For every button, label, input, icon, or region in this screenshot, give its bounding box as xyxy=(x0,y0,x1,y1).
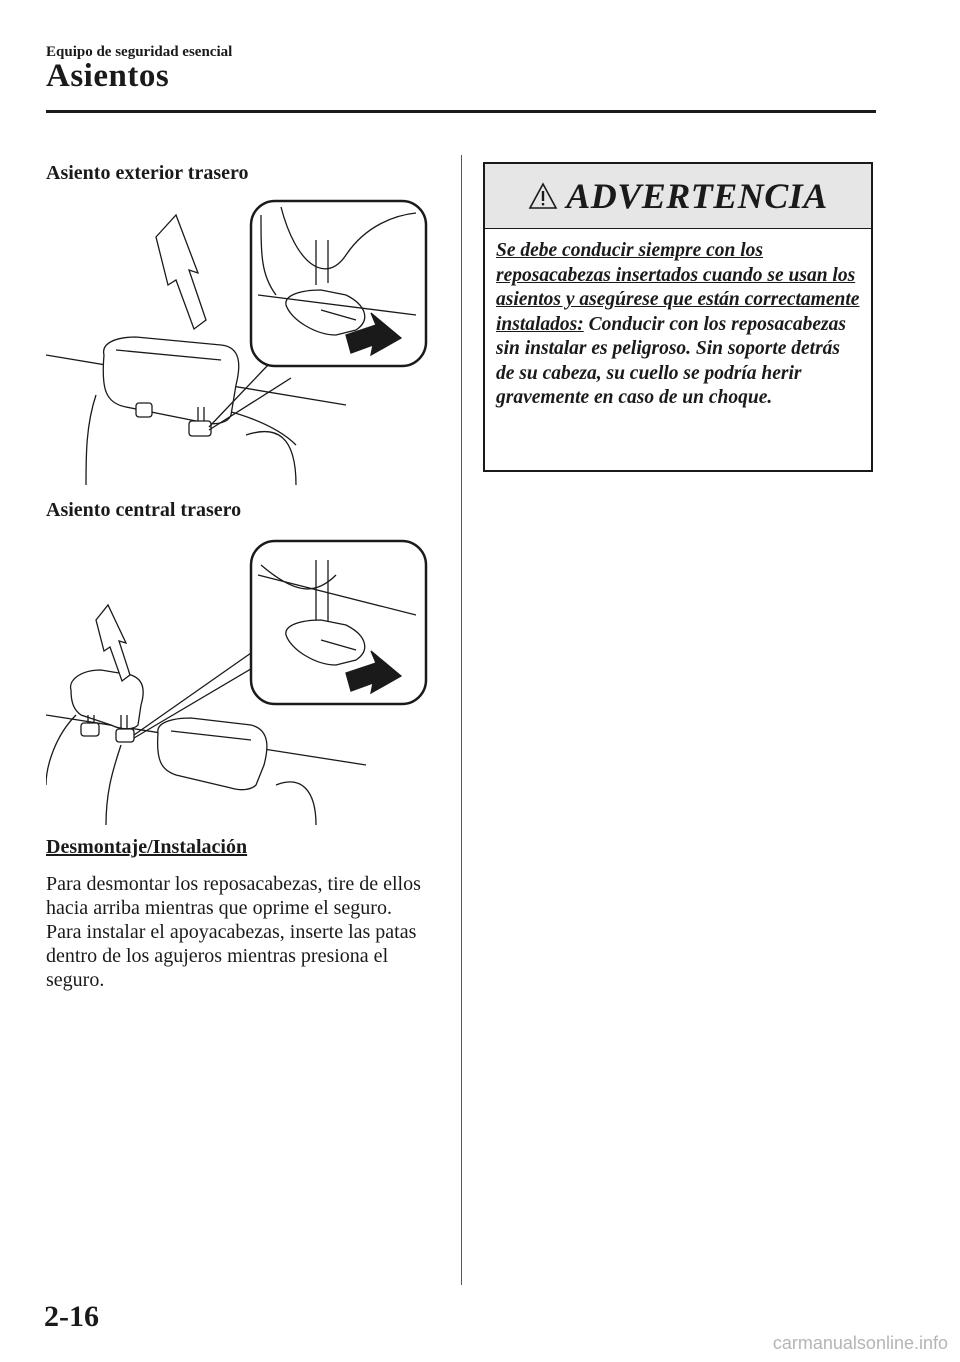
warning-text: Conducir con los reposacabezas sin instalar es peligroso. Sin soporte detrás de su cabeza, su cuello se podría herir gravemente en caso de un choque. xyxy=(496,313,846,408)
warning-body xyxy=(485,229,871,411)
header-rule xyxy=(46,110,876,113)
warning-underlined-text: Se debe conducir siempre con los reposacabezas insertados cuando se usan los asientos y asegúrese que están correctamente instalados: xyxy=(496,240,860,335)
warning-triangle-icon xyxy=(528,182,558,210)
figure-caption-center-seat: Asiento central trasero xyxy=(46,499,242,521)
warning-box xyxy=(483,162,873,472)
warning-title: ADVERTENCIA xyxy=(566,176,828,216)
outer-seat-headrest-illustration xyxy=(46,195,431,485)
page-number: 2-16 xyxy=(44,1300,99,1333)
install-paragraph: Para instalar el apoyacabezas, inserte las patas dentro de los agujeros mientras presiona el seguro. xyxy=(46,921,417,991)
chapter-title: Asientos xyxy=(46,58,170,94)
warning-header xyxy=(485,164,871,229)
removal-heading: Desmontaje/Instalación xyxy=(46,836,248,858)
removal-paragraph: Para desmontar los reposacabezas, tire de ellos hacia arriba mientras que oprime el seguro. xyxy=(46,873,421,919)
watermark: carmanualsonline.info xyxy=(772,1333,948,1353)
up-down-arrow-icon xyxy=(156,215,206,329)
removal-instructions xyxy=(46,872,446,992)
column-divider xyxy=(461,155,462,1285)
figure-caption-outer-seat: Asiento exterior trasero xyxy=(46,162,249,184)
center-seat-headrest-illustration xyxy=(46,535,431,825)
section-label: Equipo de seguridad esencial xyxy=(46,44,233,60)
